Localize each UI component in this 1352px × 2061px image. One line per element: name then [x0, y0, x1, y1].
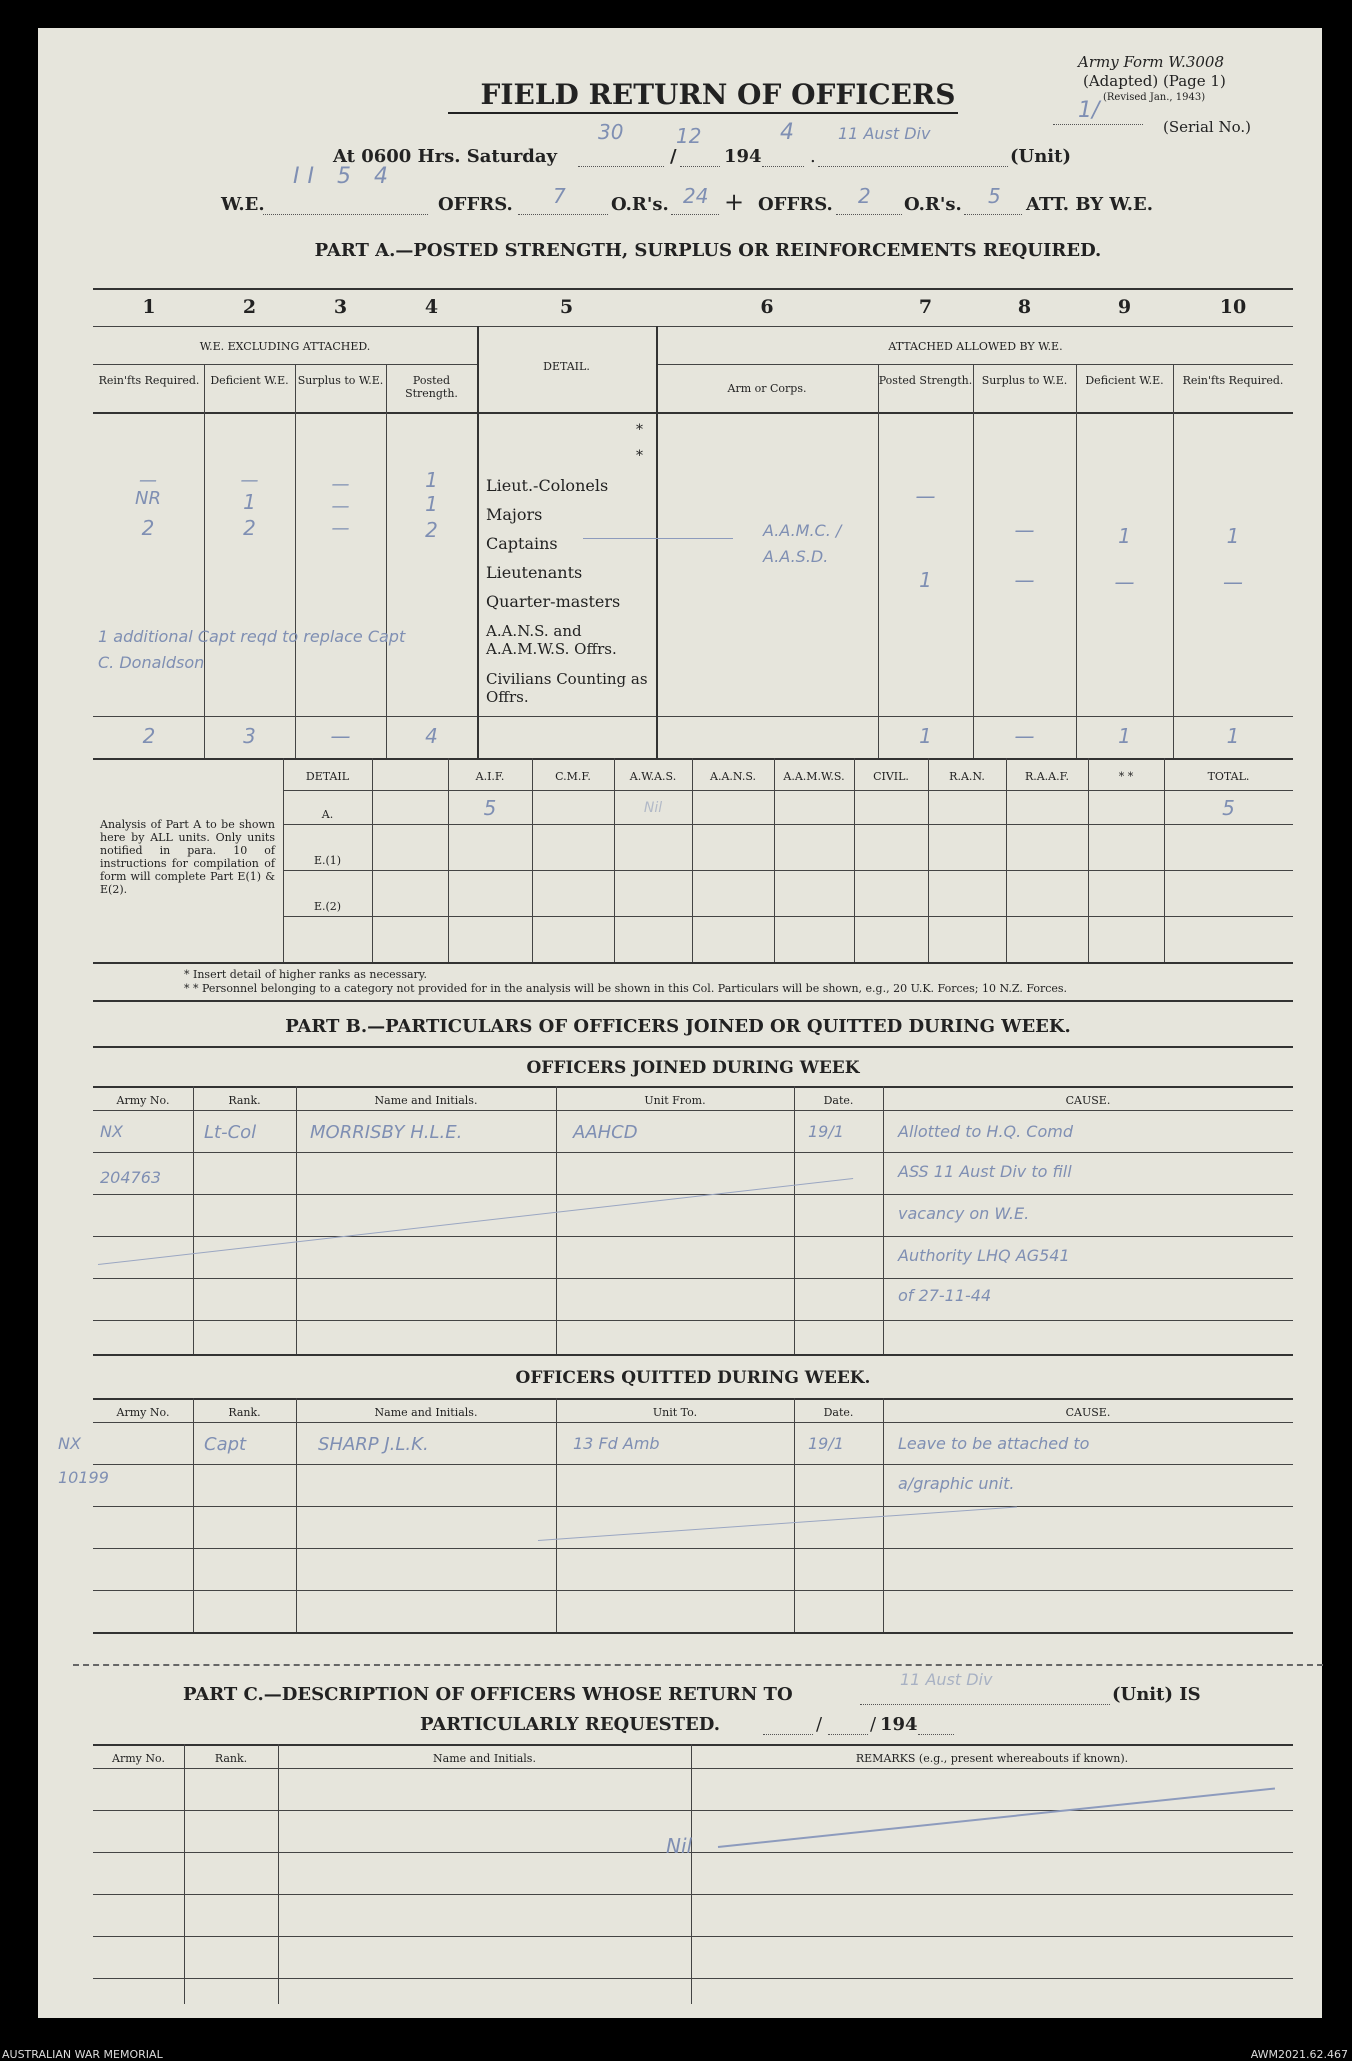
rank-civilians: Civilians Counting as Offrs.	[486, 670, 648, 706]
hand-c7-0: —	[915, 484, 936, 508]
quitted-col-army-no: Army No.	[116, 1406, 170, 1419]
quitted-col-name: Name and Initials.	[374, 1406, 478, 1419]
hand-c3-2: —	[331, 518, 350, 539]
attached-header: ATTACHED ALLOWED BY W.E.	[888, 340, 1063, 353]
quitted-hand-name: SHARP J.L.K.	[318, 1434, 429, 1455]
hand-c1-0: —	[139, 470, 157, 491]
ors-hand-1: 24	[683, 184, 709, 208]
joined-hand-cause-3: vacancy on W.E.	[898, 1204, 1030, 1223]
joined-hand-name: MORRISBY H.L.E.	[310, 1122, 463, 1143]
hand-c3-1: —	[331, 496, 350, 517]
analysis-col-civil: CIVIL.	[873, 770, 909, 783]
right-col-surplus: Surplus to W.E.	[981, 374, 1068, 387]
rank-majors: Majors	[486, 505, 543, 524]
part-c-hand-unit: 11 Aust Div	[900, 1670, 993, 1689]
rank-quartermasters: Quarter-masters	[486, 592, 621, 611]
rank-lieut-colonels: Lieut.-Colonels	[486, 476, 609, 495]
analysis-aif-hand: 5	[483, 796, 497, 820]
total-c3: —	[330, 724, 351, 748]
right-col-reinf: Rein'fts Required.	[1182, 374, 1284, 387]
plus-sign: +	[724, 188, 745, 216]
total-c9: 1	[1118, 724, 1131, 748]
part-c-col-remarks: REMARKS (e.g., present whereabouts if known).	[855, 1752, 1129, 1765]
rank-star-2: *	[636, 448, 643, 464]
we-hand: II 5 4	[293, 164, 396, 189]
joined-hand-army-no-1: NX	[100, 1122, 123, 1141]
part-c-col-name: Name and Initials.	[433, 1752, 536, 1765]
form-paper: FIELD RETURN OF OFFICERS Army Form W.3008 (Adapted) (Page 1) (Revised Jan., 1943) 1/ (Serial No.) At 0600 Hrs. Saturday 30 / 12 194 4 . 11 Aust Div (Unit) W.E. II 5 4 OFFRS. 7 O.R's. 24 + OFFRS. 2 O.R's. 5 ATT. BY W.E. PART A.—POSTED STRENGTH, SURPLUS OR REINFORCEMENTS REQUIRED. 1 2 3 4 5 6 7 8 9 10 W.E. EXCLUDING ATTACHED. ATTACHED ALLOWED BY W.E. DETAIL. Rein'fts Required. Deficient W.E. Surplus to W.E. Posted Strength. Arm or Corps. Posted Strength. Surplus to W.E. Deficient W.E. Rein'fts Required. * * Lieut.-Colonels Majors Captains Lieutenants Quarter-masters A.A.N.S. and A.A.M.W.S. Offrs. Civilians Counting as Offrs. — NR 2 — 1 2 — — — 1 1 2 A.A.M.C. / A.A.S.D. 1 additional Capt reqd to replace Capt C. Donaldson — 1 — — 1 — 1 — 2 3 — 4 1 — 1 1 Analysis of Part A to be shown here by ALL units. Only units notified in para. 10 of instructions for compilation of form will complete Part E(1) & E(2). DETAIL A.I.F. C.M.F. A.W.A.S. A.A.N.S. A.A.M.W.S. CIVIL. R.A.N. R.A.A.F. * * TOTAL. A. E.(1) E.(2) 5 Nil 5 * Insert detail of higher ranks as necessary. * * Personnel belonging to a category not provided for in the analysis will be shown in this Col. Particulars will be shown, e.g., 20 U.K. Forces; 10 N.Z. Forces. PART B.—PARTICULARS OF OFFICERS JOINED OR QUITTED DURING WEEK. OFFICERS JOINED DURING WEEK Army No. Rank. Name and Initials. Unit From. Date. CAUSE. NX 204763 Lt-Col MORRISBY H.L.E. AAHCD 19/1 Allotted to H.Q. Comd ASS 11 Aust Div to fill vacancy on W.E. Authority LHQ AG541 of 27-11-44 OFFICERS QUITTED DURING WEEK. Army No. Rank. Name and Initials. Unit To. Date. CAUSE. NX 10199 Capt SHARP J.L.K. 13 Fd Amb 19/1 Leave to be attached to a/graphic unit. PART C.—DESCRIPTION OF OFFICERS WHOSE RETURN TO 11 Aust Div (Unit) IS PARTICULARLY REQUESTED. / / 194 Army No. Rank. Name and Initials. REMARKS (e.g., present whereabouts if known). Nil	[38, 28, 1322, 2018]
hand-c9-0: 1	[1118, 524, 1131, 548]
col-num-3: 3	[333, 296, 348, 318]
perforation-line	[73, 1664, 1323, 1666]
joined-col-date: Date.	[823, 1094, 854, 1107]
we-excluding-header: W.E. EXCLUDING ATTACHED.	[199, 340, 371, 353]
analysis-col-stars: * *	[1118, 770, 1134, 783]
left-col-posted: Posted Strength.	[405, 374, 458, 400]
hand-c9-1: —	[1114, 570, 1135, 594]
joined-col-rank: Rank.	[228, 1094, 261, 1107]
quitted-col-unit: Unit To.	[652, 1406, 698, 1419]
right-col-deficient: Deficient W.E.	[1085, 374, 1164, 387]
analysis-col-ran: R.A.N.	[949, 770, 985, 783]
col-num-6: 6	[760, 296, 774, 318]
ors-label-2: O.R's.	[904, 194, 962, 215]
hand-c4-2: 2	[425, 518, 438, 542]
part-c-year: 194	[880, 1714, 918, 1735]
rank-lieutenants: Lieutenants	[486, 563, 583, 582]
joined-hand-army-no-2: 204763	[100, 1168, 162, 1187]
hand-c4-0: 1	[425, 468, 438, 492]
left-col-deficient: Deficient W.E.	[210, 374, 289, 387]
analysis-col-detail: DETAIL	[305, 770, 350, 783]
day-dots	[578, 166, 664, 167]
joined-col-name: Name and Initials.	[374, 1094, 478, 1107]
ors-hand-2: 5	[988, 184, 1001, 208]
total-c7: 1	[919, 724, 932, 748]
footer-right: AWM2021.62.467	[1250, 2048, 1348, 2061]
analysis-col-total: TOTAL.	[1207, 770, 1250, 783]
col-num-2: 2	[242, 296, 257, 318]
quitted-hand-army-no-2: 10199	[58, 1468, 109, 1487]
joined-col-cause: CAUSE.	[1065, 1094, 1111, 1107]
footer-left: AUSTRALIAN WAR MEMORIAL	[2, 2048, 163, 2061]
form-title: FIELD RETURN OF OFFICERS	[480, 78, 956, 111]
joined-heading: OFFICERS JOINED DURING WEEK	[526, 1058, 860, 1078]
analysis-col-aamws: A.A.M.W.S.	[783, 770, 845, 783]
hand-c8-1: —	[1014, 568, 1035, 592]
analysis-col-raaf: R.A.A.F.	[1024, 770, 1070, 783]
offrs-label-2: OFFRS.	[758, 194, 833, 215]
att-label: ATT. BY W.E.	[1026, 194, 1154, 215]
part-a-heading: PART A.—POSTED STRENGTH, SURPLUS OR REINFORCEMENTS REQUIRED.	[314, 240, 1102, 261]
quitted-hand-date: 19/1	[808, 1434, 844, 1453]
part-c-hand-nil: Nil	[666, 1834, 693, 1858]
hand-c8-0: —	[1014, 518, 1035, 542]
hand-c2-1: 1	[243, 490, 256, 514]
part-c-heading-1: PART C.—DESCRIPTION OF OFFICERS WHOSE RETURN TO	[183, 1684, 793, 1705]
analysis-row-e2: E.(2)	[313, 900, 342, 913]
analysis-col-aans: A.A.N.S.	[710, 770, 756, 783]
col-num-10: 10	[1219, 296, 1247, 318]
col-num-9: 9	[1117, 296, 1132, 318]
total-c2: 3	[243, 724, 256, 748]
quitted-hand-cause-2: a/graphic unit.	[898, 1474, 1015, 1493]
joined-hand-unit: AAHCD	[573, 1122, 638, 1143]
joined-hand-rank: Lt-Col	[204, 1122, 257, 1143]
offrs-hand-2: 2	[858, 184, 871, 208]
footnote-2: * * Personnel belonging to a category not provided for in the analysis will be shown in this Col. Particulars will be shown, e.g., 20 U.K. Forces; 10 N.Z. Forces.	[184, 982, 1068, 995]
year-suffix-hand: 4	[780, 120, 794, 145]
date-month-hand: 12	[676, 124, 702, 148]
left-col-surplus: Surplus to W.E.	[297, 374, 384, 387]
hand-c1-1: NR	[135, 488, 161, 509]
hand-c3-0: —	[331, 474, 350, 495]
total-c1: 2	[142, 724, 156, 748]
analysis-row-a: A.	[321, 808, 334, 821]
analysis-row-e1: E.(1)	[313, 854, 342, 867]
quitted-col-rank: Rank.	[228, 1406, 261, 1419]
hand-note: 1 additional Capt reqd to replace Capt C. Donaldson	[98, 627, 406, 672]
joined-hand-cause-1: Allotted to H.Q. Comd	[898, 1122, 1073, 1141]
total-c8: —	[1014, 724, 1035, 748]
hand-c2-0: —	[240, 470, 259, 491]
right-col-posted: Posted Strength.	[878, 374, 973, 387]
serial-dots	[1053, 124, 1143, 125]
hand-c10-1: —	[1223, 570, 1243, 594]
part-c-col-rank: Rank.	[214, 1752, 248, 1765]
ors-label-1: O.R's.	[611, 194, 669, 215]
total-c10: 1	[1226, 724, 1240, 748]
col-num-1: 1	[142, 296, 156, 318]
hand-c2-2: 2	[243, 516, 256, 540]
quitted-hand-cause-1: Leave to be attached to	[898, 1434, 1090, 1453]
rank-star-1: *	[636, 422, 643, 438]
hand-c1-2: 2	[141, 516, 155, 540]
offrs-hand-1: 7	[553, 184, 566, 208]
joined-hand-date: 19/1	[808, 1122, 844, 1141]
quitted-hand-army-no-1: NX	[58, 1434, 81, 1453]
title-underline	[448, 112, 958, 114]
part-b-heading: PART B.—PARTICULARS OF OFFICERS JOINED OR QUITTED DURING WEEK.	[285, 1016, 1071, 1037]
quitted-col-date: Date.	[823, 1406, 854, 1419]
analysis-note: Analysis of Part A to be shown here by ALL units. Only units notified in para. 10 of instructions for compilation of form will complete Part E(1) & E(2).	[100, 818, 275, 896]
part-c-heading-2: PARTICULARLY REQUESTED.	[420, 1714, 720, 1735]
col-num-5: 5	[559, 296, 574, 318]
hand-c7-1: 1	[919, 568, 932, 592]
joined-col-unit: Unit From.	[644, 1094, 706, 1107]
offrs-label-1: OFFRS.	[438, 194, 513, 215]
joined-strike-line	[98, 1178, 853, 1265]
col-num-4: 4	[424, 296, 439, 318]
rank-captains: Captains	[486, 534, 558, 553]
revised-label: (Revised Jan., 1943)	[1103, 92, 1206, 103]
quitted-hand-rank: Capt	[204, 1434, 247, 1455]
hand-c10-0: 1	[1226, 524, 1240, 548]
we-label: W.E.	[221, 194, 265, 215]
joined-col-army-no: Army No.	[116, 1094, 170, 1107]
quitted-col-cause: CAUSE.	[1065, 1406, 1111, 1419]
part-c-strike-line	[718, 1787, 1275, 1848]
part-c-col-army-no: Army No.	[112, 1752, 165, 1765]
hand-arm-corps: A.A.M.C. / A.A.S.D.	[763, 521, 842, 566]
arm-corps-header: Arm or Corps.	[727, 382, 807, 395]
col-num-8: 8	[1017, 296, 1032, 318]
analysis-total-hand: 5	[1222, 796, 1235, 820]
analysis-awas-hand: Nil	[643, 800, 663, 816]
army-form-label: Army Form W.3008	[1078, 53, 1224, 71]
rank-aans: A.A.N.S. and A.A.M.W.S. Offrs.	[486, 622, 617, 658]
at-label: At 0600 Hrs. Saturday	[333, 146, 558, 167]
hand-c4-1: 1	[425, 492, 438, 516]
unit-hand: 11 Aust Div	[838, 124, 931, 143]
year-prefix: 194	[724, 146, 762, 167]
footnote-1: * Insert detail of higher ranks as necessary.	[184, 968, 428, 981]
total-c4: 4	[425, 724, 438, 748]
analysis-col-awas: A.W.A.S.	[629, 770, 677, 783]
serial-hand: 1/	[1078, 98, 1100, 123]
left-col-reinf: Rein'fts Required.	[98, 374, 200, 387]
joined-hand-cause-5: of 27-11-44	[898, 1286, 992, 1305]
quitted-hand-unit: 13 Fd Amb	[573, 1434, 660, 1453]
quitted-strike-line	[538, 1507, 1017, 1541]
quitted-heading: OFFICERS QUITTED DURING WEEK.	[515, 1368, 871, 1388]
hand-dash-line	[583, 538, 733, 539]
part-c-unit-is: (Unit) IS	[1112, 1684, 1201, 1705]
analysis-col-aif: A.I.F.	[475, 770, 505, 783]
serial-label: (Serial No.)	[1163, 118, 1251, 136]
unit-label: (Unit)	[1010, 146, 1071, 167]
date-day-hand: 30	[598, 120, 624, 144]
detail-header: DETAIL.	[543, 360, 590, 373]
col-num-7: 7	[918, 296, 933, 318]
joined-hand-cause-4: Authority LHQ AG541	[898, 1246, 1070, 1265]
analysis-col-cmf: C.M.F.	[555, 770, 591, 783]
adapted-label: (Adapted) (Page 1)	[1083, 72, 1226, 90]
joined-hand-cause-2: ASS 11 Aust Div to fill	[898, 1162, 1072, 1181]
